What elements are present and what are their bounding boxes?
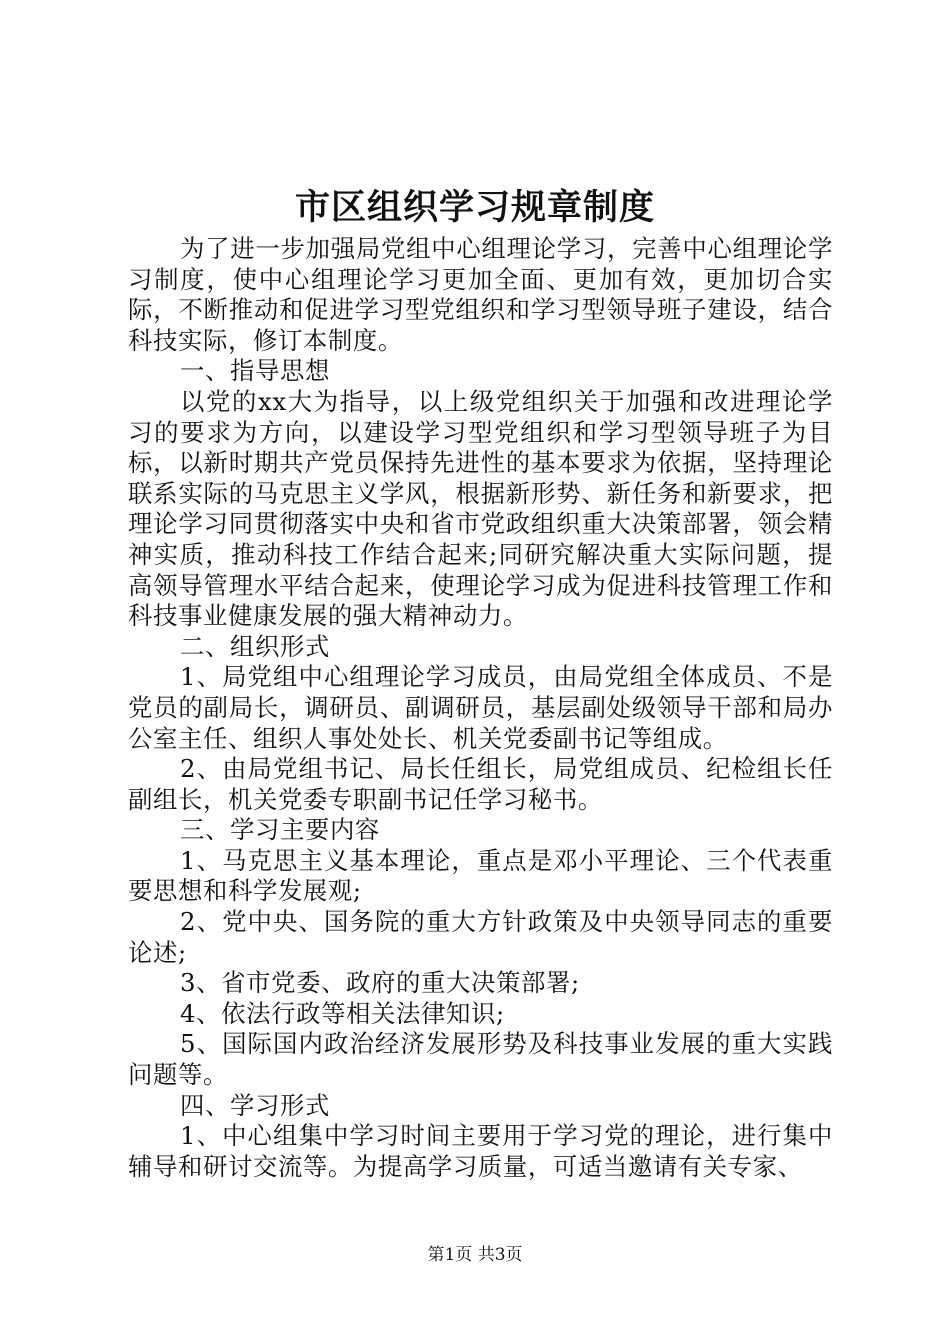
section-heading-1: 一、指导思想 xyxy=(180,356,330,386)
paragraph-guiding-ideology: 以党的xx大为指导，以上级党组织关于加强和改进理论学习的要求为方向，以建设学习型党组织和学习型领导班子为目标，以新时期共产党员保持先进性的基本要求为依据，坚持理论联系实际的马克思主义学风，根据新形势、新任务和新要求，把理论学习同贯彻落实中央和省市党政组织重大决策部署，领会精神实质，推动科技工作结合起来;同研究解决重大实际问题，提高领导管理水平结合起来，使理论学习成为促进科技管理工作和科技事业健康发展的强大精神动力。 xyxy=(128,386,833,631)
page-number-footer: 第1页 共3页 xyxy=(427,1245,523,1265)
paragraph-organization-2: 2、由局党组书记、局长任组长，局党组成员、纪检组长任副组长，机关党委专职副书记任学习秘书。 xyxy=(128,754,833,814)
paragraph-content-3: 3、省市党委、政府的重大决策部署; xyxy=(180,968,580,998)
document-body xyxy=(128,234,833,1182)
paragraph-content-1: 1、马克思主义基本理论，重点是邓小平理论、三个代表重要思想和科学发展观; xyxy=(128,845,833,906)
section-heading-3: 三、学习主要内容 xyxy=(180,815,380,845)
paragraph-form-1: 1、中心组集中学习时间主要用于学习党的理论，进行集中辅导和研讨交流等。为提高学习质量，可适当邀请有关专家、 xyxy=(128,1121,833,1181)
paragraph-content-2: 2、党中央、国务院的重大方针政策及中央领导同志的重要论述; xyxy=(128,907,833,967)
section-heading-4: 四、学习形式 xyxy=(180,1090,330,1120)
paragraph-intro: 为了进一步加强局党组中心组理论学习，完善中心组理论学习制度，使中心组理论学习更加全面、更加有效，更加切合实际，不断推动和促进学习型党组织和学习型领导班子建设，结合科技实际，修订本制度。 xyxy=(128,234,833,355)
document-title: 市区组织学习规章制度 xyxy=(294,187,655,228)
paragraph-content-4: 4、依法行政等相关法律知识; xyxy=(180,998,505,1028)
section-heading-2: 二、组织形式 xyxy=(180,631,330,661)
paragraph-content-5: 5、国际国内政治经济发展形势及科技事业发展的重大实践问题等。 xyxy=(128,1029,833,1090)
paragraph-organization-1: 1、局党组中心组理论学习成员，由局党组全体成员、不是党员的副局长，调研员、副调研员，基层副处级领导干部和局办公室主任、组织人事处处长、机关党委副书记等组成。 xyxy=(128,662,833,753)
